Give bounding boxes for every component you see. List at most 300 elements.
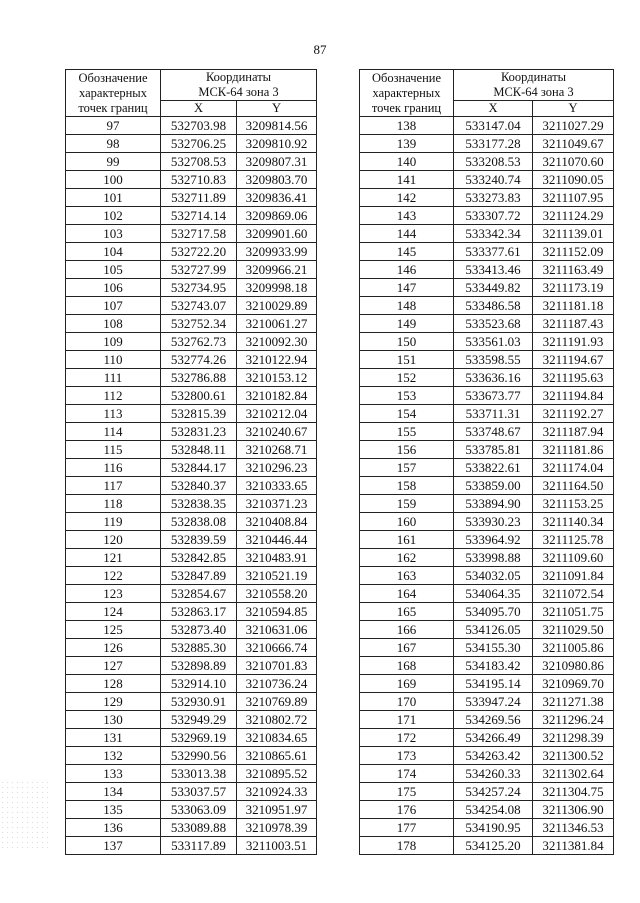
x-coordinate-cell: 532774.26 [161, 351, 237, 369]
table-row [66, 423, 317, 441]
point-number-cell: 121 [66, 549, 161, 567]
table-row [66, 477, 317, 495]
y-coordinate-cell: 3210092.30 [237, 333, 317, 351]
coords-system-header [161, 85, 317, 101]
table-row [360, 531, 614, 549]
right-table-body [360, 117, 614, 855]
y-coordinate-cell: 3210446.44 [237, 531, 317, 549]
y-coordinate-cell: 3210701.83 [237, 657, 317, 675]
y-coordinate-cell: 3211174.04 [533, 459, 614, 477]
y-coordinate-cell: 3211125.78 [533, 531, 614, 549]
point-number-cell: 105 [66, 261, 161, 279]
y-coordinate-cell: 3211139.01 [533, 225, 614, 243]
table-row [360, 405, 614, 423]
y-coordinate-cell: 3210483.91 [237, 549, 317, 567]
y-coordinate-cell: 3211049.67 [533, 135, 614, 153]
point-number-cell: 108 [66, 315, 161, 333]
y-coordinate-cell: 3211107.95 [533, 189, 614, 207]
y-coordinate-cell: 3211187.43 [533, 315, 614, 333]
table-row [66, 567, 317, 585]
table-row [360, 783, 614, 801]
point-number-cell: 153 [360, 387, 454, 405]
x-coordinate-cell: 534263.42 [454, 747, 533, 765]
coords-header-line1: Координаты [205, 70, 272, 84]
x-coordinate-cell: 534183.42 [454, 657, 533, 675]
y-coordinate-cell: 3211192.27 [533, 405, 614, 423]
point-number-cell: 125 [66, 621, 161, 639]
point-number-cell: 163 [360, 567, 454, 585]
x-coordinate-cell: 532703.98 [161, 117, 237, 135]
point-number-cell: 168 [360, 657, 454, 675]
table-row [66, 189, 317, 207]
x-coordinate-cell: 532885.30 [161, 639, 237, 657]
point-number-cell: 120 [66, 531, 161, 549]
table-row [66, 261, 317, 279]
y-coordinate-cell: 3211153.25 [533, 495, 614, 513]
point-number-cell: 173 [360, 747, 454, 765]
coords-system-header [454, 85, 614, 101]
y-coordinate-cell: 3211029.50 [533, 621, 614, 639]
y-coordinate-cell: 3210924.33 [237, 783, 317, 801]
table-row [360, 225, 614, 243]
x-coordinate-cell: 532914.10 [161, 675, 237, 693]
point-number-cell: 136 [66, 819, 161, 837]
point-number-cell: 111 [66, 369, 161, 387]
y-coordinate-cell: 3211296.24 [533, 711, 614, 729]
y-coordinate-cell: 3210061.27 [237, 315, 317, 333]
table-row [66, 765, 317, 783]
x-coordinate-cell: 532854.67 [161, 585, 237, 603]
x-coordinate-cell: 534125.20 [454, 837, 533, 855]
point-number-cell: 146 [360, 261, 454, 279]
y-coordinate-cell: 3210182.84 [237, 387, 317, 405]
y-coordinate-cell: 3211051.75 [533, 603, 614, 621]
point-number-cell: 166 [360, 621, 454, 639]
table-row [66, 153, 317, 171]
y-coordinate-cell: 3211195.63 [533, 369, 614, 387]
table-row [360, 477, 614, 495]
table-row [360, 369, 614, 387]
point-number-cell: 107 [66, 297, 161, 315]
x-coordinate-cell: 532708.53 [161, 153, 237, 171]
point-number-cell: 106 [66, 279, 161, 297]
y-coordinate-cell: 3211005.86 [533, 639, 614, 657]
table-row [360, 279, 614, 297]
table-row [66, 531, 317, 549]
point-number-cell: 170 [360, 693, 454, 711]
y-coordinate-cell: 3210240.67 [237, 423, 317, 441]
y-coordinate-cell: 3209869.06 [237, 207, 317, 225]
point-number-cell: 113 [66, 405, 161, 423]
table-row [360, 819, 614, 837]
point-number-cell: 152 [360, 369, 454, 387]
x-column-header: X [161, 101, 237, 117]
coords-header-line2: МСК-64 зона 3 [493, 85, 574, 99]
x-coordinate-cell: 533561.03 [454, 333, 533, 351]
point-number-cell: 159 [360, 495, 454, 513]
point-number-cell: 142 [360, 189, 454, 207]
x-coordinate-cell: 532990.56 [161, 747, 237, 765]
table-row [66, 297, 317, 315]
table-row [360, 315, 614, 333]
point-number-cell: 160 [360, 513, 454, 531]
x-coordinate-cell: 533998.88 [454, 549, 533, 567]
table-row [66, 747, 317, 765]
point-number-cell: 119 [66, 513, 161, 531]
point-number-cell: 114 [66, 423, 161, 441]
designation-header-line3: точек границ [78, 100, 148, 115]
x-coordinate-cell: 533449.82 [454, 279, 533, 297]
point-number-cell: 177 [360, 819, 454, 837]
y-coordinate-cell: 3211163.49 [533, 261, 614, 279]
x-coordinate-cell: 533377.61 [454, 243, 533, 261]
y-coordinate-cell: 3211027.29 [533, 117, 614, 135]
table-row [66, 711, 317, 729]
y-coordinate-cell: 3209998.18 [237, 279, 317, 297]
x-coordinate-cell: 532969.19 [161, 729, 237, 747]
y-coordinate-cell: 3211181.18 [533, 297, 614, 315]
x-coordinate-cell: 533240.74 [454, 171, 533, 189]
point-number-cell: 127 [66, 657, 161, 675]
x-coordinate-cell: 533859.00 [454, 477, 533, 495]
y-coordinate-cell: 3209836.41 [237, 189, 317, 207]
y-coordinate-cell: 3209810.92 [237, 135, 317, 153]
designation-header-line2: характерных [79, 85, 147, 100]
point-number-cell: 143 [360, 207, 454, 225]
table-row [360, 189, 614, 207]
table-row [360, 135, 614, 153]
y-coordinate-cell: 3210029.89 [237, 297, 317, 315]
table-row [360, 459, 614, 477]
x-coordinate-cell: 533523.68 [454, 315, 533, 333]
table-row [360, 153, 614, 171]
table-row [360, 639, 614, 657]
point-number-cell: 122 [66, 567, 161, 585]
y-coordinate-cell: 3211306.90 [533, 801, 614, 819]
y-coordinate-cell: 3211070.60 [533, 153, 614, 171]
table-row [360, 171, 614, 189]
table-row [66, 315, 317, 333]
x-coordinate-cell: 533013.38 [161, 765, 237, 783]
point-number-cell: 175 [360, 783, 454, 801]
table-row [360, 261, 614, 279]
table-row [360, 423, 614, 441]
x-coordinate-cell: 533342.34 [454, 225, 533, 243]
table-row [66, 801, 317, 819]
table-row [66, 171, 317, 189]
x-coordinate-cell: 533785.81 [454, 441, 533, 459]
y-coordinate-cell: 3211181.86 [533, 441, 614, 459]
point-number-cell: 117 [66, 477, 161, 495]
table-row [66, 585, 317, 603]
y-coordinate-cell: 3211187.94 [533, 423, 614, 441]
x-column-header: X [454, 101, 533, 117]
table-row [360, 567, 614, 585]
y-coordinate-cell: 3210969.70 [533, 675, 614, 693]
point-number-cell: 138 [360, 117, 454, 135]
point-number-cell: 140 [360, 153, 454, 171]
x-coordinate-cell: 532786.88 [161, 369, 237, 387]
table-row [66, 207, 317, 225]
designation-header-line1: Обозначение [371, 70, 442, 85]
point-number-cell: 145 [360, 243, 454, 261]
point-number-cell: 162 [360, 549, 454, 567]
table-row [66, 333, 317, 351]
point-number-cell: 147 [360, 279, 454, 297]
y-coordinate-cell: 3209966.21 [237, 261, 317, 279]
x-coordinate-cell: 532831.23 [161, 423, 237, 441]
table-row [360, 351, 614, 369]
point-number-cell: 141 [360, 171, 454, 189]
point-number-cell: 165 [360, 603, 454, 621]
table-row [360, 747, 614, 765]
x-coordinate-cell: 534257.24 [454, 783, 533, 801]
y-coordinate-cell: 3211140.34 [533, 513, 614, 531]
x-coordinate-cell: 533748.67 [454, 423, 533, 441]
point-number-cell: 176 [360, 801, 454, 819]
point-number-cell: 98 [66, 135, 161, 153]
point-number-cell: 130 [66, 711, 161, 729]
point-number-cell: 137 [66, 837, 161, 855]
table-row [66, 405, 317, 423]
x-coordinate-cell: 532752.34 [161, 315, 237, 333]
table-row [66, 225, 317, 243]
table-row [66, 621, 317, 639]
point-number-cell: 102 [66, 207, 161, 225]
x-coordinate-cell: 532949.29 [161, 711, 237, 729]
point-number-cell: 157 [360, 459, 454, 477]
x-coordinate-cell: 532706.25 [161, 135, 237, 153]
x-coordinate-cell: 532762.73 [161, 333, 237, 351]
x-coordinate-cell: 533598.55 [454, 351, 533, 369]
point-number-cell: 154 [360, 405, 454, 423]
designation-header [360, 70, 454, 117]
table-row [360, 801, 614, 819]
point-number-cell: 174 [360, 765, 454, 783]
x-coordinate-cell: 532734.95 [161, 279, 237, 297]
x-coordinate-cell: 533117.89 [161, 837, 237, 855]
x-coordinate-cell: 532838.08 [161, 513, 237, 531]
x-coordinate-cell: 533147.04 [454, 117, 533, 135]
x-coordinate-cell: 533037.57 [161, 783, 237, 801]
x-coordinate-cell: 534254.08 [454, 801, 533, 819]
designation-header [66, 70, 161, 117]
y-coordinate-cell: 3210333.65 [237, 477, 317, 495]
table-row [66, 837, 317, 855]
point-number-cell: 149 [360, 315, 454, 333]
x-coordinate-cell: 534032.05 [454, 567, 533, 585]
y-coordinate-cell: 3211109.60 [533, 549, 614, 567]
y-coordinate-cell: 3210296.23 [237, 459, 317, 477]
y-coordinate-cell: 3210895.52 [237, 765, 317, 783]
point-number-cell: 151 [360, 351, 454, 369]
point-number-cell: 132 [66, 747, 161, 765]
table-row [360, 657, 614, 675]
x-coordinate-cell: 533486.58 [454, 297, 533, 315]
x-coordinate-cell: 532848.11 [161, 441, 237, 459]
y-coordinate-cell: 3210558.20 [237, 585, 317, 603]
point-number-cell: 161 [360, 531, 454, 549]
table-row [66, 639, 317, 657]
y-coordinate-cell: 3210802.72 [237, 711, 317, 729]
table-row [360, 495, 614, 513]
designation-header-line3: точек границ [371, 100, 442, 115]
point-number-cell: 169 [360, 675, 454, 693]
y-coordinate-cell: 3211072.54 [533, 585, 614, 603]
table-row [360, 243, 614, 261]
y-coordinate-cell: 3210631.06 [237, 621, 317, 639]
y-column-header: Y [237, 101, 317, 117]
point-number-cell: 118 [66, 495, 161, 513]
x-coordinate-cell: 533947.24 [454, 693, 533, 711]
x-coordinate-cell: 532815.39 [161, 405, 237, 423]
y-coordinate-cell: 3210212.04 [237, 405, 317, 423]
table-row [66, 369, 317, 387]
x-coordinate-cell: 533822.61 [454, 459, 533, 477]
x-coordinate-cell: 532710.83 [161, 171, 237, 189]
point-number-cell: 103 [66, 225, 161, 243]
y-coordinate-cell: 3210865.61 [237, 747, 317, 765]
y-coordinate-cell: 3209807.31 [237, 153, 317, 171]
y-coordinate-cell: 3209933.99 [237, 243, 317, 261]
x-coordinate-cell: 532844.17 [161, 459, 237, 477]
left-table-body [66, 117, 317, 855]
x-coordinate-cell: 532847.89 [161, 567, 237, 585]
x-coordinate-cell: 533177.28 [454, 135, 533, 153]
y-coordinate-cell: 3209901.60 [237, 225, 317, 243]
point-number-cell: 167 [360, 639, 454, 657]
x-coordinate-cell: 532727.99 [161, 261, 237, 279]
y-coordinate-cell: 3210980.86 [533, 657, 614, 675]
x-coordinate-cell: 533208.53 [454, 153, 533, 171]
x-coordinate-cell: 533063.09 [161, 801, 237, 819]
x-coordinate-cell: 533636.16 [454, 369, 533, 387]
point-number-cell: 110 [66, 351, 161, 369]
point-number-cell: 171 [360, 711, 454, 729]
designation-header-line2: характерных [372, 85, 441, 100]
x-coordinate-cell: 533273.83 [454, 189, 533, 207]
point-number-cell: 109 [66, 333, 161, 351]
coords-header-line2: МСК-64 зона 3 [198, 85, 279, 99]
page-number: 87 [313, 42, 327, 57]
x-coordinate-cell: 532800.61 [161, 387, 237, 405]
point-number-cell: 104 [66, 243, 161, 261]
table-row [66, 729, 317, 747]
point-number-cell: 116 [66, 459, 161, 477]
point-number-cell: 134 [66, 783, 161, 801]
coords-header [161, 70, 317, 86]
point-number-cell: 123 [66, 585, 161, 603]
table-row [360, 729, 614, 747]
table-row [360, 585, 614, 603]
x-coordinate-cell: 534064.35 [454, 585, 533, 603]
x-coordinate-cell: 532838.35 [161, 495, 237, 513]
point-number-cell: 99 [66, 153, 161, 171]
point-number-cell: 135 [66, 801, 161, 819]
x-coordinate-cell: 532898.89 [161, 657, 237, 675]
x-coordinate-cell: 532717.58 [161, 225, 237, 243]
y-coordinate-cell: 3211300.52 [533, 747, 614, 765]
table-row [66, 603, 317, 621]
point-number-cell: 148 [360, 297, 454, 315]
y-coordinate-cell: 3210978.39 [237, 819, 317, 837]
point-number-cell: 97 [66, 117, 161, 135]
table-row [360, 117, 614, 135]
y-column-header: Y [533, 101, 614, 117]
table-row [66, 495, 317, 513]
x-coordinate-cell: 534126.05 [454, 621, 533, 639]
y-coordinate-cell: 3211191.93 [533, 333, 614, 351]
table-row [66, 135, 317, 153]
y-coordinate-cell: 3211298.39 [533, 729, 614, 747]
y-coordinate-cell: 3210268.71 [237, 441, 317, 459]
table-row [360, 207, 614, 225]
table-row [360, 711, 614, 729]
x-coordinate-cell: 533964.92 [454, 531, 533, 549]
table-row [66, 675, 317, 693]
point-number-cell: 131 [66, 729, 161, 747]
table-row [66, 657, 317, 675]
point-number-cell: 164 [360, 585, 454, 603]
x-coordinate-cell: 532743.07 [161, 297, 237, 315]
point-number-cell: 129 [66, 693, 161, 711]
table-row [66, 513, 317, 531]
coords-header [454, 70, 614, 86]
table-row [66, 387, 317, 405]
point-number-cell: 144 [360, 225, 454, 243]
x-coordinate-cell: 534269.56 [454, 711, 533, 729]
y-coordinate-cell: 3209803.70 [237, 171, 317, 189]
table-row [360, 621, 614, 639]
y-coordinate-cell: 3210951.97 [237, 801, 317, 819]
y-coordinate-cell: 3210521.19 [237, 567, 317, 585]
x-coordinate-cell: 533307.72 [454, 207, 533, 225]
y-coordinate-cell: 3211346.53 [533, 819, 614, 837]
point-number-cell: 112 [66, 387, 161, 405]
y-coordinate-cell: 3211194.84 [533, 387, 614, 405]
table-row [360, 549, 614, 567]
table-row [360, 387, 614, 405]
x-coordinate-cell: 532930.91 [161, 693, 237, 711]
y-coordinate-cell: 3210122.94 [237, 351, 317, 369]
y-coordinate-cell: 3209814.56 [237, 117, 317, 135]
x-coordinate-cell: 533711.31 [454, 405, 533, 423]
y-coordinate-cell: 3211271.38 [533, 693, 614, 711]
table-row [66, 549, 317, 567]
point-number-cell: 100 [66, 171, 161, 189]
x-coordinate-cell: 533894.90 [454, 495, 533, 513]
x-coordinate-cell: 534260.33 [454, 765, 533, 783]
y-coordinate-cell: 3211194.67 [533, 351, 614, 369]
x-coordinate-cell: 533413.46 [454, 261, 533, 279]
y-coordinate-cell: 3211091.84 [533, 567, 614, 585]
y-coordinate-cell: 3211124.29 [533, 207, 614, 225]
table-row [66, 243, 317, 261]
table-row [66, 783, 317, 801]
point-number-cell: 128 [66, 675, 161, 693]
point-number-cell: 124 [66, 603, 161, 621]
point-number-cell: 172 [360, 729, 454, 747]
table-row [66, 693, 317, 711]
coordinates-table-left [65, 69, 317, 855]
y-coordinate-cell: 3211304.75 [533, 783, 614, 801]
table-row [360, 765, 614, 783]
y-coordinate-cell: 3211003.51 [237, 837, 317, 855]
table-row [66, 459, 317, 477]
y-coordinate-cell: 3210736.24 [237, 675, 317, 693]
x-coordinate-cell: 532840.37 [161, 477, 237, 495]
y-coordinate-cell: 3211090.05 [533, 171, 614, 189]
